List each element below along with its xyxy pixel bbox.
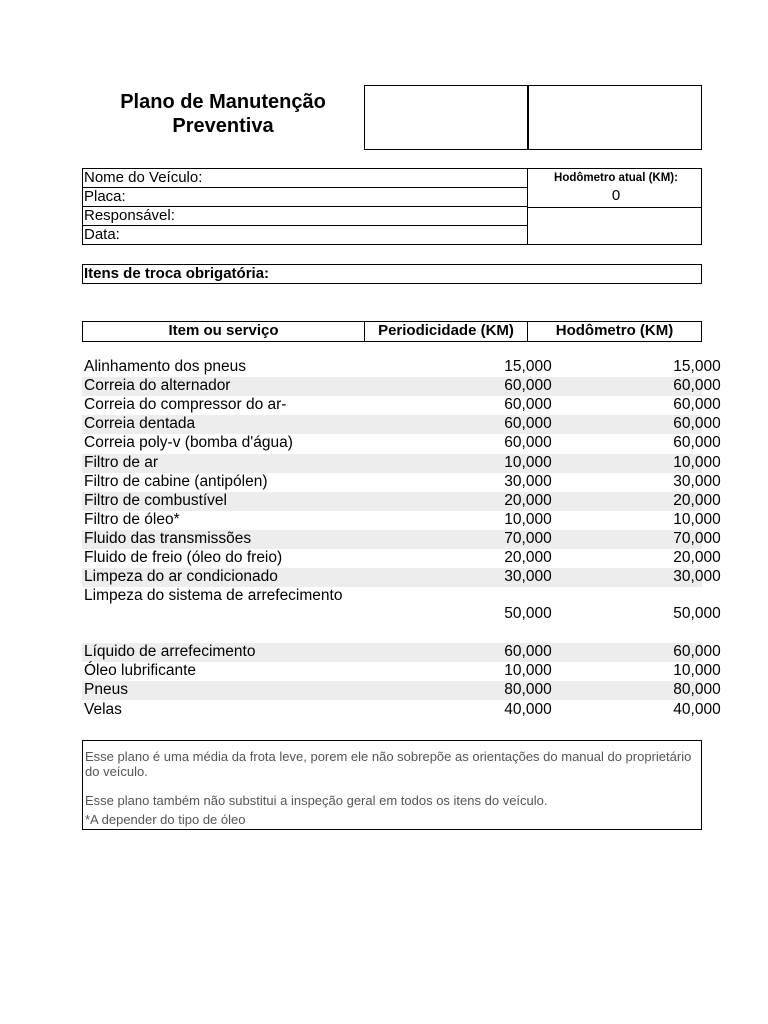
date-field[interactable] bbox=[82, 225, 528, 245]
row-item-name: Velas bbox=[84, 700, 122, 718]
responsible-field[interactable] bbox=[82, 206, 528, 226]
row-odometer[interactable]: 10,000 bbox=[673, 453, 721, 471]
responsible-label: Responsável: bbox=[84, 207, 175, 224]
row-odometer[interactable]: 20,000 bbox=[673, 549, 721, 566]
row-period[interactable]: 30,000 bbox=[504, 568, 552, 586]
row-period[interactable]: 70,000 bbox=[504, 529, 552, 547]
row-odometer[interactable]: 60,000 bbox=[673, 415, 721, 433]
table-row bbox=[82, 700, 721, 720]
row-item-name: Líquido de arrefecimento bbox=[84, 643, 256, 661]
row-period[interactable]: 30,000 bbox=[504, 472, 552, 490]
row-odometer[interactable]: 40,000 bbox=[673, 700, 721, 718]
row-period[interactable]: 60,000 bbox=[504, 396, 552, 414]
row-period[interactable]: 20,000 bbox=[504, 549, 552, 566]
row-odometer[interactable]: 10,000 bbox=[673, 662, 721, 680]
note-line-3: *A depender do tipo de óleo bbox=[85, 812, 246, 827]
odometer-current-value[interactable]: 0 bbox=[611, 187, 621, 204]
note-line-1: Esse plano é uma média da frota leve, porem ele não sobrepõe as orientações do manual do proprietário do veículo. bbox=[85, 749, 692, 779]
odometer-extra-box bbox=[527, 207, 702, 245]
mandatory-items-header bbox=[82, 264, 702, 284]
row-period[interactable]: 60,000 bbox=[504, 643, 552, 661]
note-line-2: Esse plano também não substitui a inspeção geral em todos os itens do veículo. bbox=[85, 793, 548, 808]
row-odometer[interactable]: 80,000 bbox=[673, 681, 721, 699]
row-item-name: Filtro de cabine (antipólen) bbox=[84, 472, 268, 490]
row-item-name: Filtro de combustível bbox=[84, 491, 227, 509]
row-item-name: Filtro de óleo* bbox=[84, 510, 180, 528]
row-period[interactable]: 10,000 bbox=[504, 453, 552, 471]
row-odometer[interactable]: 15,000 bbox=[673, 358, 721, 375]
row-odometer[interactable]: 50,000 bbox=[673, 605, 721, 623]
title-line-1: Plano de Manutenção bbox=[120, 91, 326, 113]
row-period[interactable]: 60,000 bbox=[504, 415, 552, 433]
row-odometer[interactable]: 60,000 bbox=[673, 377, 721, 395]
plate-label: Placa: bbox=[84, 188, 126, 205]
row-item-name: Pneus bbox=[84, 681, 128, 699]
vehicle-name-field[interactable] bbox=[82, 168, 528, 188]
table-row bbox=[82, 662, 721, 681]
row-odometer[interactable]: 30,000 bbox=[673, 568, 721, 586]
row-period[interactable]: 80,000 bbox=[504, 681, 552, 699]
table-row bbox=[82, 358, 721, 377]
table-row bbox=[82, 472, 721, 492]
plate-field[interactable] bbox=[82, 187, 528, 207]
page-title bbox=[84, 90, 362, 138]
header-odometer: Hodômetro (KM) bbox=[527, 321, 702, 342]
logo-box-right bbox=[527, 85, 702, 150]
table-row bbox=[82, 510, 721, 530]
row-period[interactable]: 50,000 bbox=[504, 605, 552, 623]
row-period[interactable]: 10,000 bbox=[504, 510, 552, 528]
table-row bbox=[82, 587, 721, 643]
row-odometer[interactable]: 60,000 bbox=[673, 643, 721, 661]
row-period[interactable]: 60,000 bbox=[504, 434, 552, 452]
row-item-name: Óleo lubrificante bbox=[84, 662, 197, 680]
table-row bbox=[82, 453, 721, 473]
row-item-name: Fluido de freio (óleo do freio) bbox=[84, 549, 283, 566]
row-item-name: Fluido das transmissões bbox=[84, 529, 252, 547]
row-item-name: Correia do alternador bbox=[84, 377, 231, 395]
vehicle-name-label: Nome do Veículo: bbox=[84, 169, 203, 186]
row-item-name: Filtro de ar bbox=[84, 453, 159, 471]
table-row bbox=[82, 434, 721, 453]
odometer-current-box bbox=[527, 168, 702, 208]
table-row bbox=[82, 643, 721, 662]
date-label: Data: bbox=[84, 226, 120, 243]
title-line-2: Preventiva bbox=[172, 115, 274, 137]
header-period: Periodicidade (KM) bbox=[364, 321, 528, 342]
row-odometer[interactable]: 60,000 bbox=[673, 434, 721, 452]
notes-box bbox=[82, 740, 702, 830]
row-odometer[interactable]: 20,000 bbox=[673, 491, 721, 509]
row-item-name: Correia poly-v (bomba d'água) bbox=[84, 434, 293, 452]
row-item-name: Limpeza do ar condicionado bbox=[84, 568, 278, 586]
mandatory-items-label: Itens de troca obrigatória: bbox=[84, 265, 270, 282]
row-period[interactable]: 15,000 bbox=[504, 358, 552, 375]
row-item-name: Correia dentada bbox=[84, 415, 196, 433]
table-row bbox=[82, 415, 721, 434]
row-item-name: Limpeza do sistema de arrefecimento bbox=[84, 587, 343, 605]
table-row bbox=[82, 377, 721, 396]
row-item-name: Alinhamento dos pneus bbox=[84, 358, 247, 375]
row-period[interactable]: 60,000 bbox=[504, 377, 552, 395]
header-item: Item ou serviço bbox=[82, 321, 365, 342]
row-item-name: Correia do compressor do ar- bbox=[84, 396, 287, 414]
table-row bbox=[82, 681, 721, 700]
table-row bbox=[82, 568, 721, 587]
row-odometer[interactable]: 10,000 bbox=[673, 510, 721, 528]
odometer-current-label: Hodômetro atual (KM): bbox=[554, 172, 678, 184]
table-row bbox=[82, 529, 721, 549]
table-row bbox=[82, 396, 721, 415]
row-odometer[interactable]: 30,000 bbox=[673, 472, 721, 490]
table-row bbox=[82, 549, 721, 568]
row-period[interactable]: 10,000 bbox=[504, 662, 552, 680]
row-odometer[interactable]: 60,000 bbox=[673, 396, 721, 414]
row-odometer[interactable]: 70,000 bbox=[673, 529, 721, 547]
row-period[interactable]: 40,000 bbox=[504, 700, 552, 718]
row-period[interactable]: 20,000 bbox=[504, 491, 552, 509]
logo-box-left bbox=[364, 85, 529, 150]
table-row bbox=[82, 491, 721, 511]
